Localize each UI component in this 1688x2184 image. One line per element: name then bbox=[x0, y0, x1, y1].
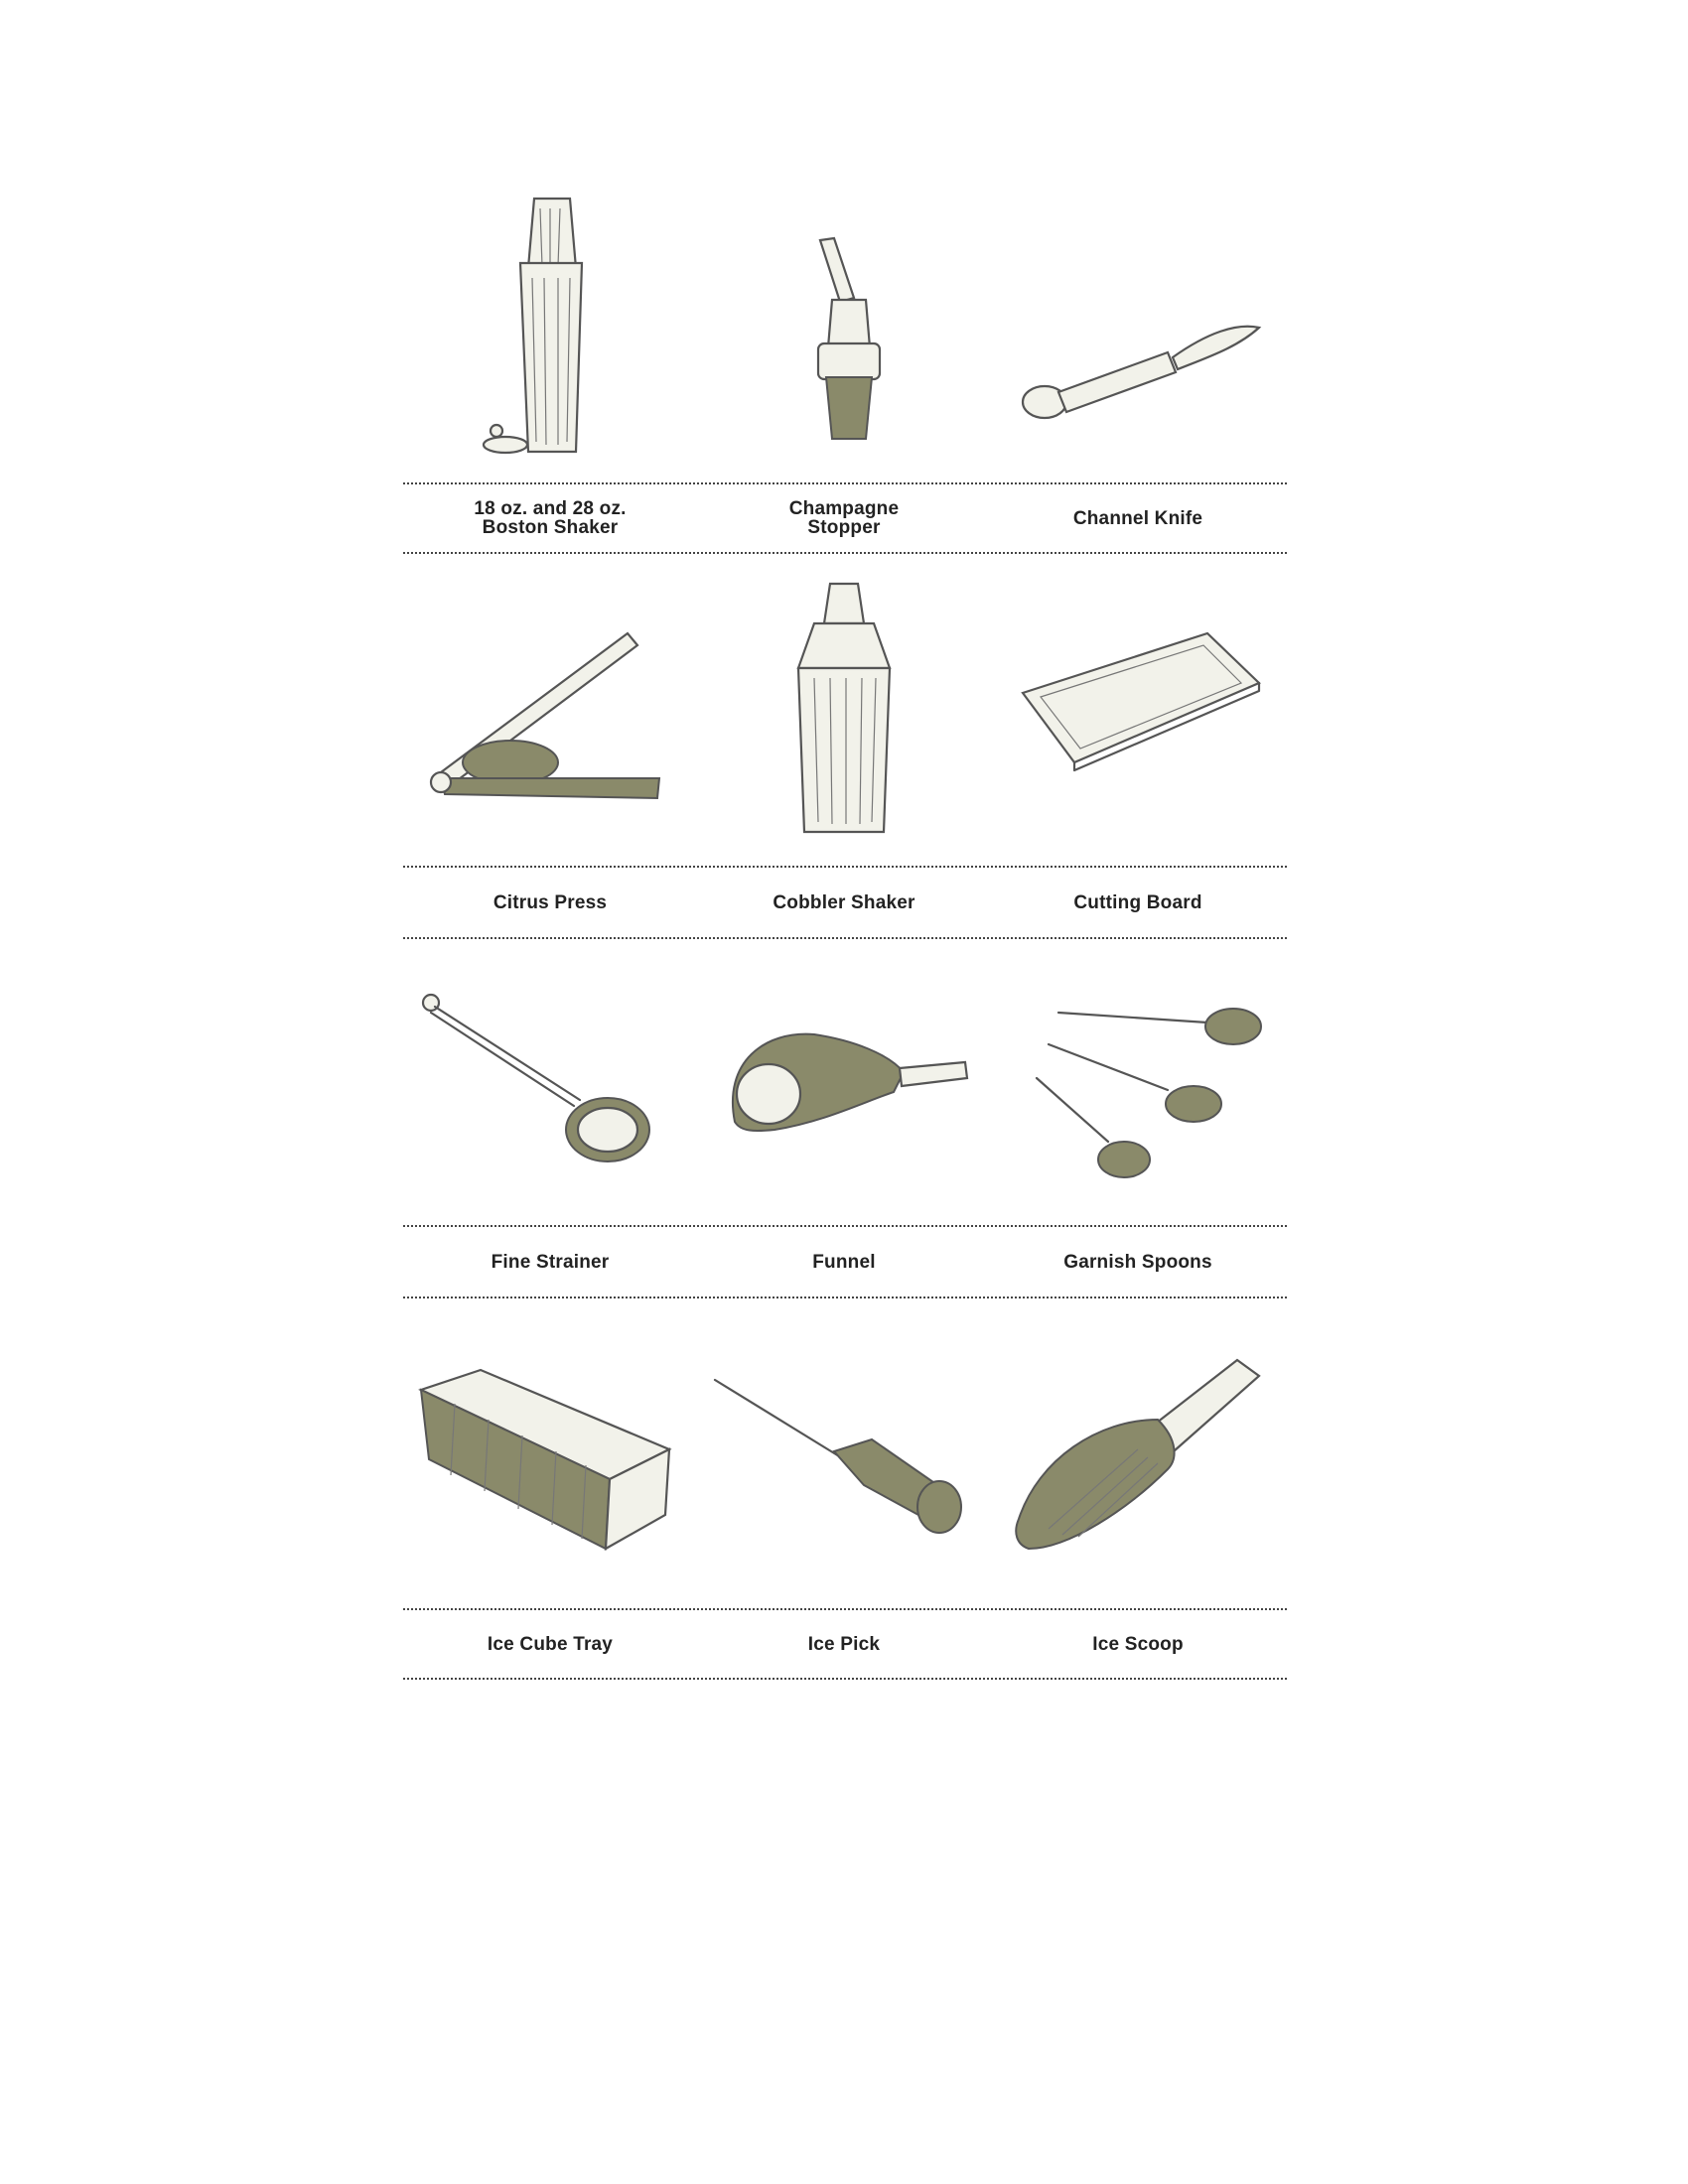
tool-label: Funnel bbox=[812, 1251, 876, 1273]
tool-label: Citrus Press bbox=[492, 891, 608, 913]
tool-cell-garnish-spoons bbox=[991, 983, 1285, 1191]
tool-label: Fine Strainer bbox=[491, 1251, 610, 1273]
tool-label: Cutting Board bbox=[1073, 891, 1202, 913]
tool-cell-funnel bbox=[697, 983, 991, 1191]
label-row-4 bbox=[403, 1610, 1287, 1678]
cutting-board-icon bbox=[999, 574, 1277, 852]
label-row-3 bbox=[403, 1227, 1287, 1297]
illustration-row-3 bbox=[403, 983, 1287, 1191]
tool-label: Ice Pick bbox=[807, 1633, 881, 1655]
tool-label: Champagne Stopper bbox=[788, 498, 900, 538]
ice-scoop-icon bbox=[999, 1350, 1277, 1569]
label-row-2 bbox=[403, 868, 1287, 937]
tool-cell-citrus-press bbox=[403, 574, 697, 852]
tool-cell-cutting-board bbox=[991, 574, 1285, 852]
tool-cell-ice-cube-tray bbox=[403, 1350, 697, 1569]
rule bbox=[403, 1678, 1287, 1680]
tool-cell-champagne-stopper bbox=[697, 189, 991, 467]
fine-strainer-icon bbox=[411, 983, 689, 1191]
illustration-row-4 bbox=[403, 1350, 1287, 1569]
champagne-stopper-icon bbox=[705, 189, 983, 467]
tool-label: Garnish Spoons bbox=[1063, 1251, 1212, 1273]
tool-cell-cobbler-shaker bbox=[697, 574, 991, 852]
citrus-press-icon bbox=[411, 574, 689, 852]
rule bbox=[403, 937, 1287, 939]
tool-cell-ice-pick bbox=[697, 1350, 991, 1569]
tool-cell-boston-shaker bbox=[403, 189, 697, 467]
tool-label: Ice Scoop bbox=[1092, 1633, 1184, 1655]
cobbler-shaker-icon bbox=[705, 574, 983, 852]
rule bbox=[403, 1297, 1287, 1298]
rule bbox=[403, 552, 1287, 554]
ice-cube-tray-icon bbox=[411, 1350, 689, 1569]
channel-knife-icon bbox=[999, 189, 1277, 467]
funnel-icon bbox=[705, 983, 983, 1191]
tool-cell-channel-knife bbox=[991, 189, 1285, 467]
illustration-row-1 bbox=[403, 189, 1287, 467]
tool-label: Ice Cube Tray bbox=[487, 1633, 614, 1655]
tool-label: Channel Knife bbox=[1072, 507, 1203, 529]
garnish-spoons-icon bbox=[999, 983, 1277, 1191]
tool-cell-ice-scoop bbox=[991, 1350, 1285, 1569]
tool-label: 18 oz. and 28 oz. Boston Shaker bbox=[474, 498, 627, 538]
label-row-1 bbox=[403, 484, 1287, 552]
tool-cell-fine-strainer bbox=[403, 983, 697, 1191]
tool-label: Cobbler Shaker bbox=[773, 891, 915, 913]
illustration-row-2 bbox=[403, 574, 1287, 852]
ice-pick-icon bbox=[705, 1350, 983, 1569]
boston-shaker-icon bbox=[411, 189, 689, 467]
